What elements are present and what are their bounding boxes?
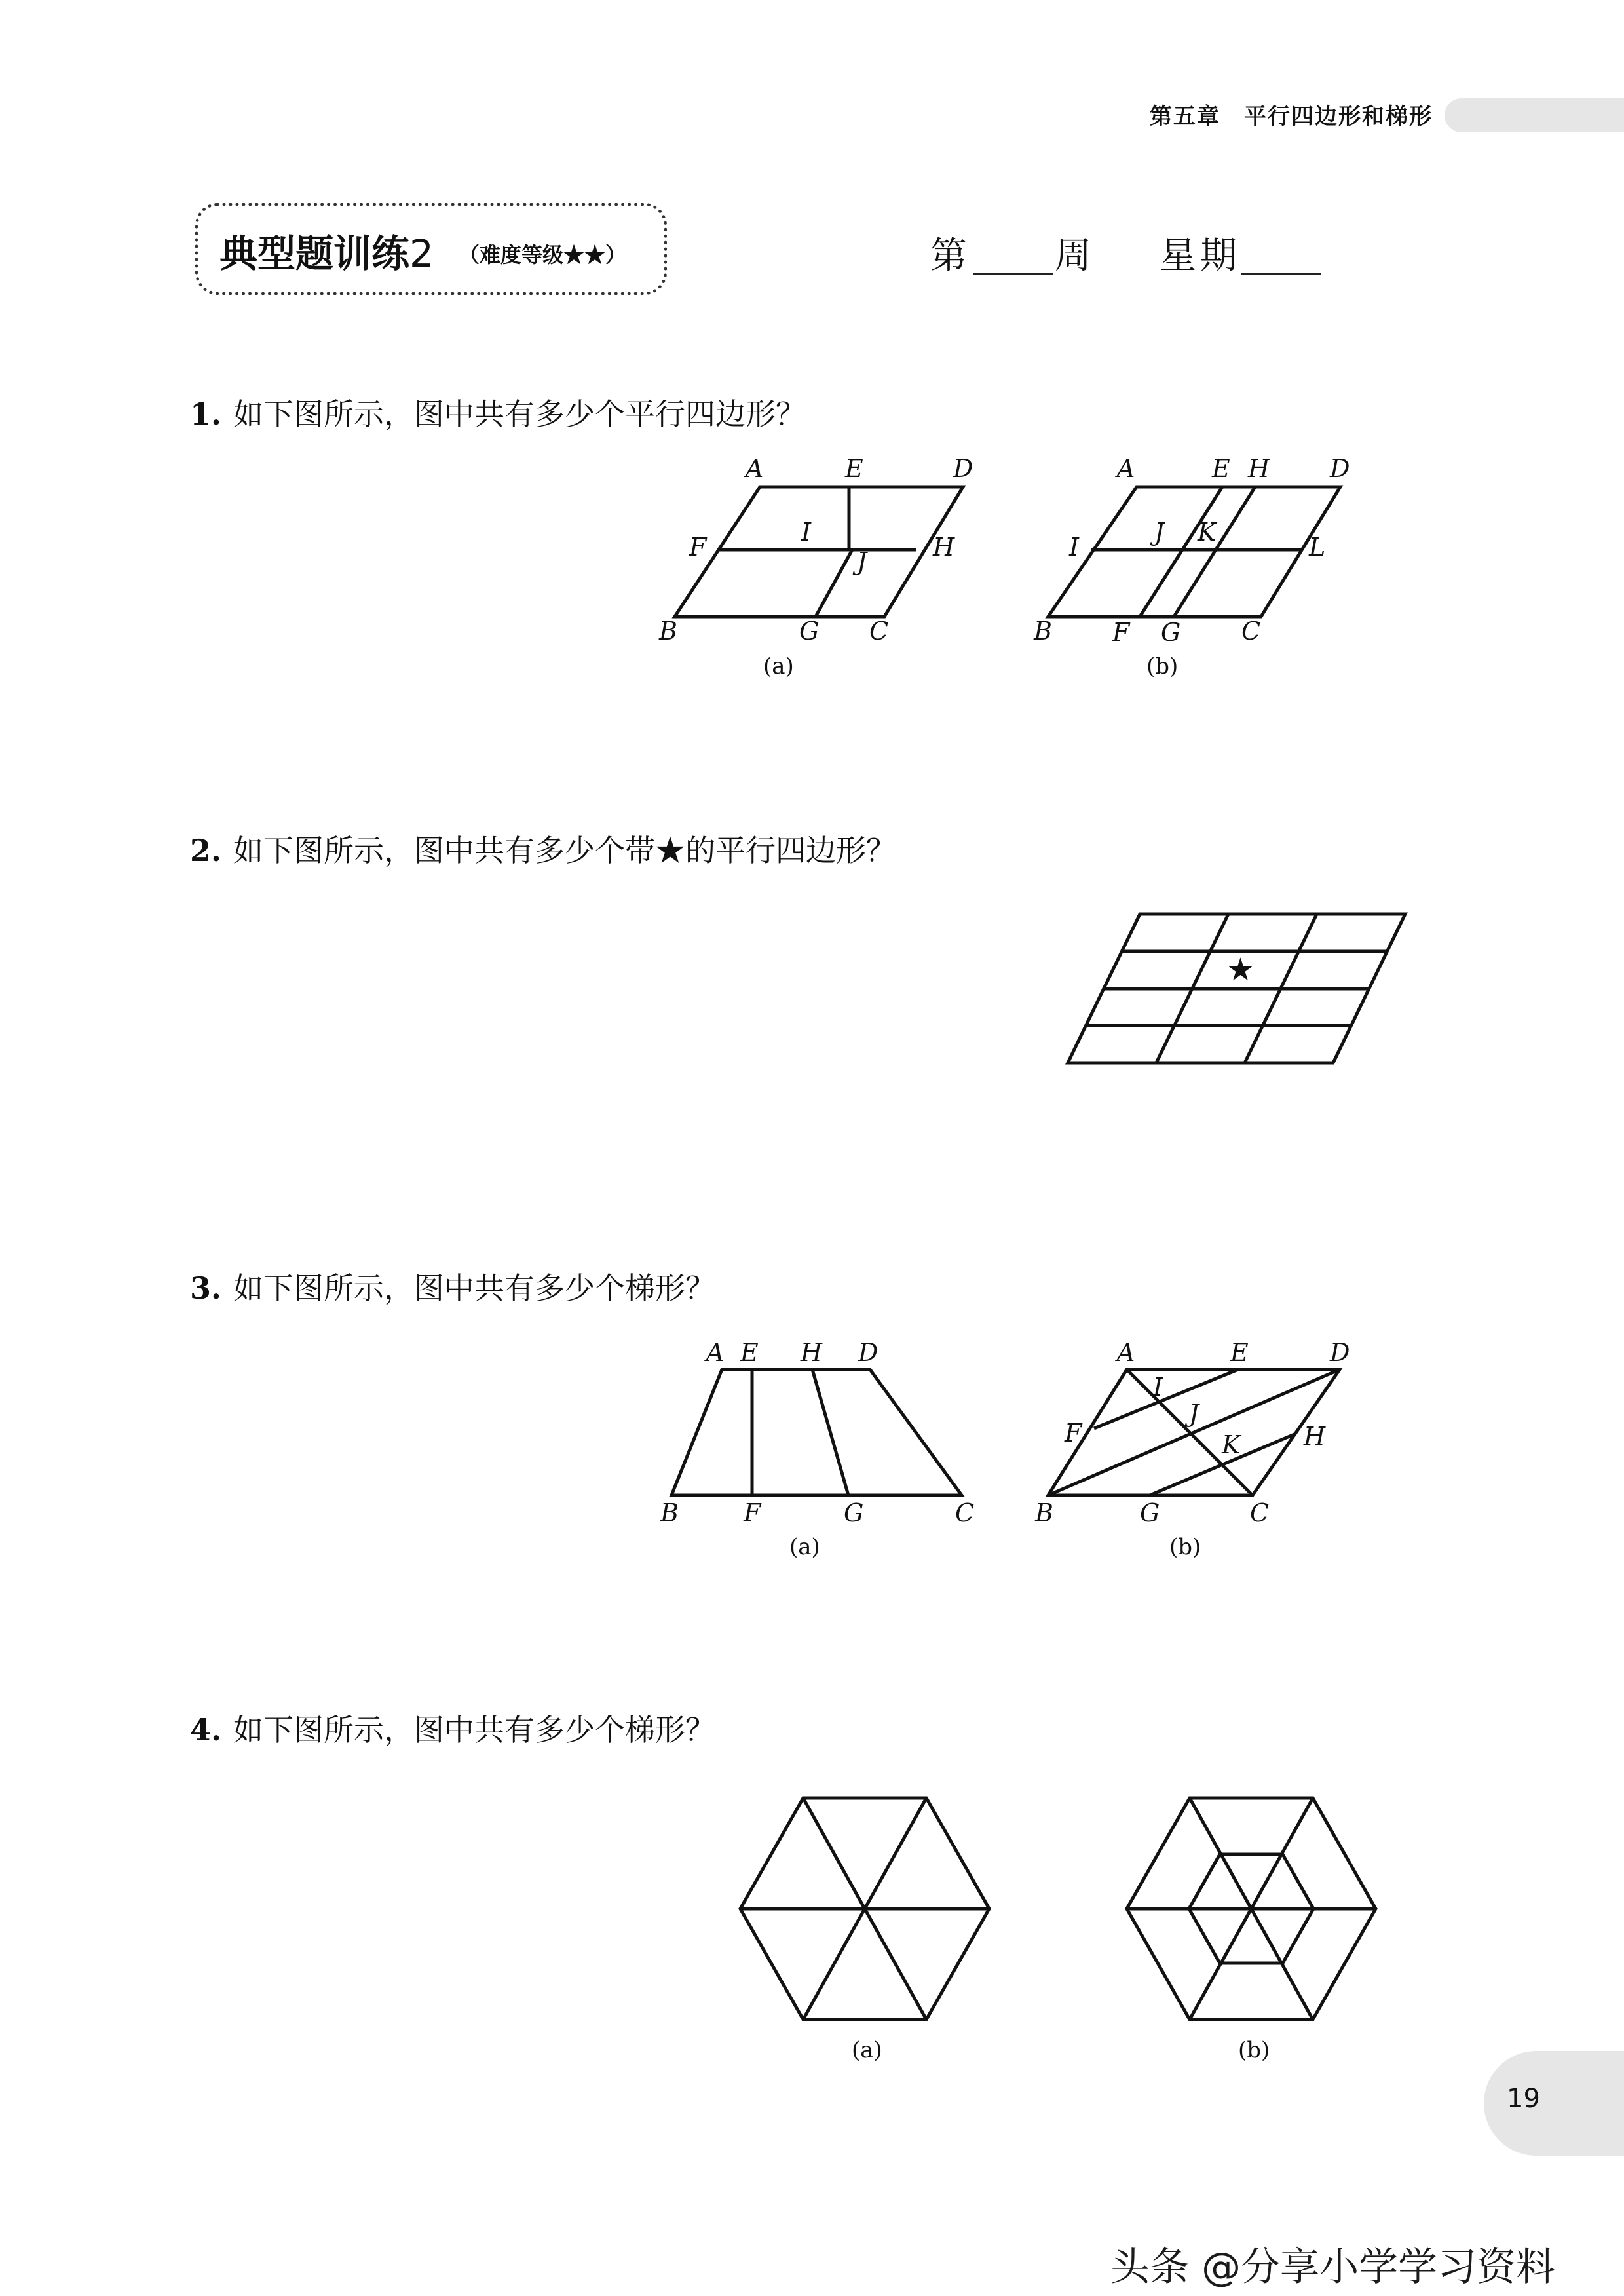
label-a: A xyxy=(746,454,764,483)
label-g: G xyxy=(1161,618,1181,647)
label-i: I xyxy=(1069,533,1080,562)
question-number: 1. xyxy=(190,396,222,432)
question-text: 如下图所示，图中共有多少个平行四边形？ xyxy=(233,396,806,432)
label-a: A xyxy=(706,1338,725,1367)
question-3 xyxy=(190,1265,715,1308)
label-j: J xyxy=(857,547,867,576)
label-b: B xyxy=(660,1499,679,1527)
question-number: 2. xyxy=(190,833,222,868)
question-4 xyxy=(190,1706,715,1750)
label-f: F xyxy=(689,533,707,562)
label-e: E xyxy=(845,454,863,483)
question-number: 4. xyxy=(190,1712,222,1748)
label-c: C xyxy=(955,1499,975,1527)
training-title xyxy=(219,223,434,278)
question-1 xyxy=(190,391,806,434)
label-f: F xyxy=(1112,618,1130,647)
label-d: D xyxy=(1330,454,1350,483)
label-k: K xyxy=(1198,518,1217,546)
page-number-tab xyxy=(1484,2051,1624,2156)
figure-4a xyxy=(727,1782,1002,2071)
label-f: F xyxy=(1065,1419,1082,1447)
label-e: E xyxy=(1230,1338,1249,1367)
label-h: H xyxy=(801,1338,823,1367)
day-word: 星期 xyxy=(1160,235,1241,277)
label-e: E xyxy=(1212,454,1230,483)
label-h: H xyxy=(1248,454,1270,483)
label-k: K xyxy=(1222,1430,1241,1459)
label-a: A xyxy=(1117,454,1135,483)
label-j: J xyxy=(1189,1399,1199,1428)
question-2 xyxy=(190,827,896,870)
label-c: C xyxy=(1250,1499,1270,1527)
watermark: 头条 @分享小学学习资料 xyxy=(1110,2244,1556,2290)
page-number: 19 xyxy=(1507,2084,1540,2114)
header-tab xyxy=(1445,98,1624,132)
figure-3b xyxy=(1022,1330,1376,1573)
star-mark: ★ xyxy=(1226,951,1255,988)
caption-a: (a) xyxy=(763,653,794,679)
figure-1a xyxy=(649,446,1002,688)
figure-1b xyxy=(1022,446,1376,688)
question-text: 如下图所示，图中共有多少个梯形？ xyxy=(233,1271,716,1306)
training-title-text: 典型题训练 xyxy=(219,231,410,276)
label-h: H xyxy=(1304,1422,1326,1451)
label-c: C xyxy=(869,617,889,645)
label-h: H xyxy=(933,533,955,562)
difficulty-label: （难度等级★★） xyxy=(459,242,627,267)
caption-b: (b) xyxy=(1238,2037,1270,2063)
label-i: I xyxy=(801,518,812,546)
label-b: B xyxy=(1034,617,1052,645)
day-blank xyxy=(1241,273,1321,275)
label-e: E xyxy=(740,1338,759,1367)
figure-2-grid xyxy=(1048,898,1428,1081)
training-number: 2 xyxy=(409,231,434,276)
chapter-title: 第五章 平行四边形和梯形 xyxy=(1150,104,1433,130)
label-i: I xyxy=(1153,1373,1163,1402)
caption-b: (b) xyxy=(1169,1534,1201,1560)
caption-a: (a) xyxy=(852,2037,882,2063)
label-d: D xyxy=(1330,1338,1350,1367)
question-number: 3. xyxy=(190,1271,222,1306)
figure-4b xyxy=(1114,1782,1389,2071)
week-word: 周 xyxy=(1055,235,1095,277)
label-a: A xyxy=(1117,1338,1135,1367)
caption-a: (a) xyxy=(789,1534,820,1560)
label-l: L xyxy=(1309,533,1326,562)
label-b: B xyxy=(659,617,677,645)
label-b: B xyxy=(1035,1499,1053,1527)
label-g: G xyxy=(844,1499,864,1527)
week-blank xyxy=(973,273,1053,275)
label-f: F xyxy=(744,1499,761,1527)
label-j: J xyxy=(1154,518,1165,546)
label-g: G xyxy=(1140,1499,1160,1527)
caption-b: (b) xyxy=(1146,653,1179,679)
figure-3a xyxy=(649,1330,1002,1573)
label-g: G xyxy=(799,617,820,645)
week-prefix: 第 xyxy=(930,235,971,277)
question-text: 如下图所示，图中共有多少个带★的平行四边形？ xyxy=(233,833,897,868)
label-c: C xyxy=(1241,617,1261,645)
question-text: 如下图所示，图中共有多少个梯形？ xyxy=(233,1712,716,1748)
label-d: D xyxy=(858,1338,878,1367)
label-d: D xyxy=(953,454,973,483)
